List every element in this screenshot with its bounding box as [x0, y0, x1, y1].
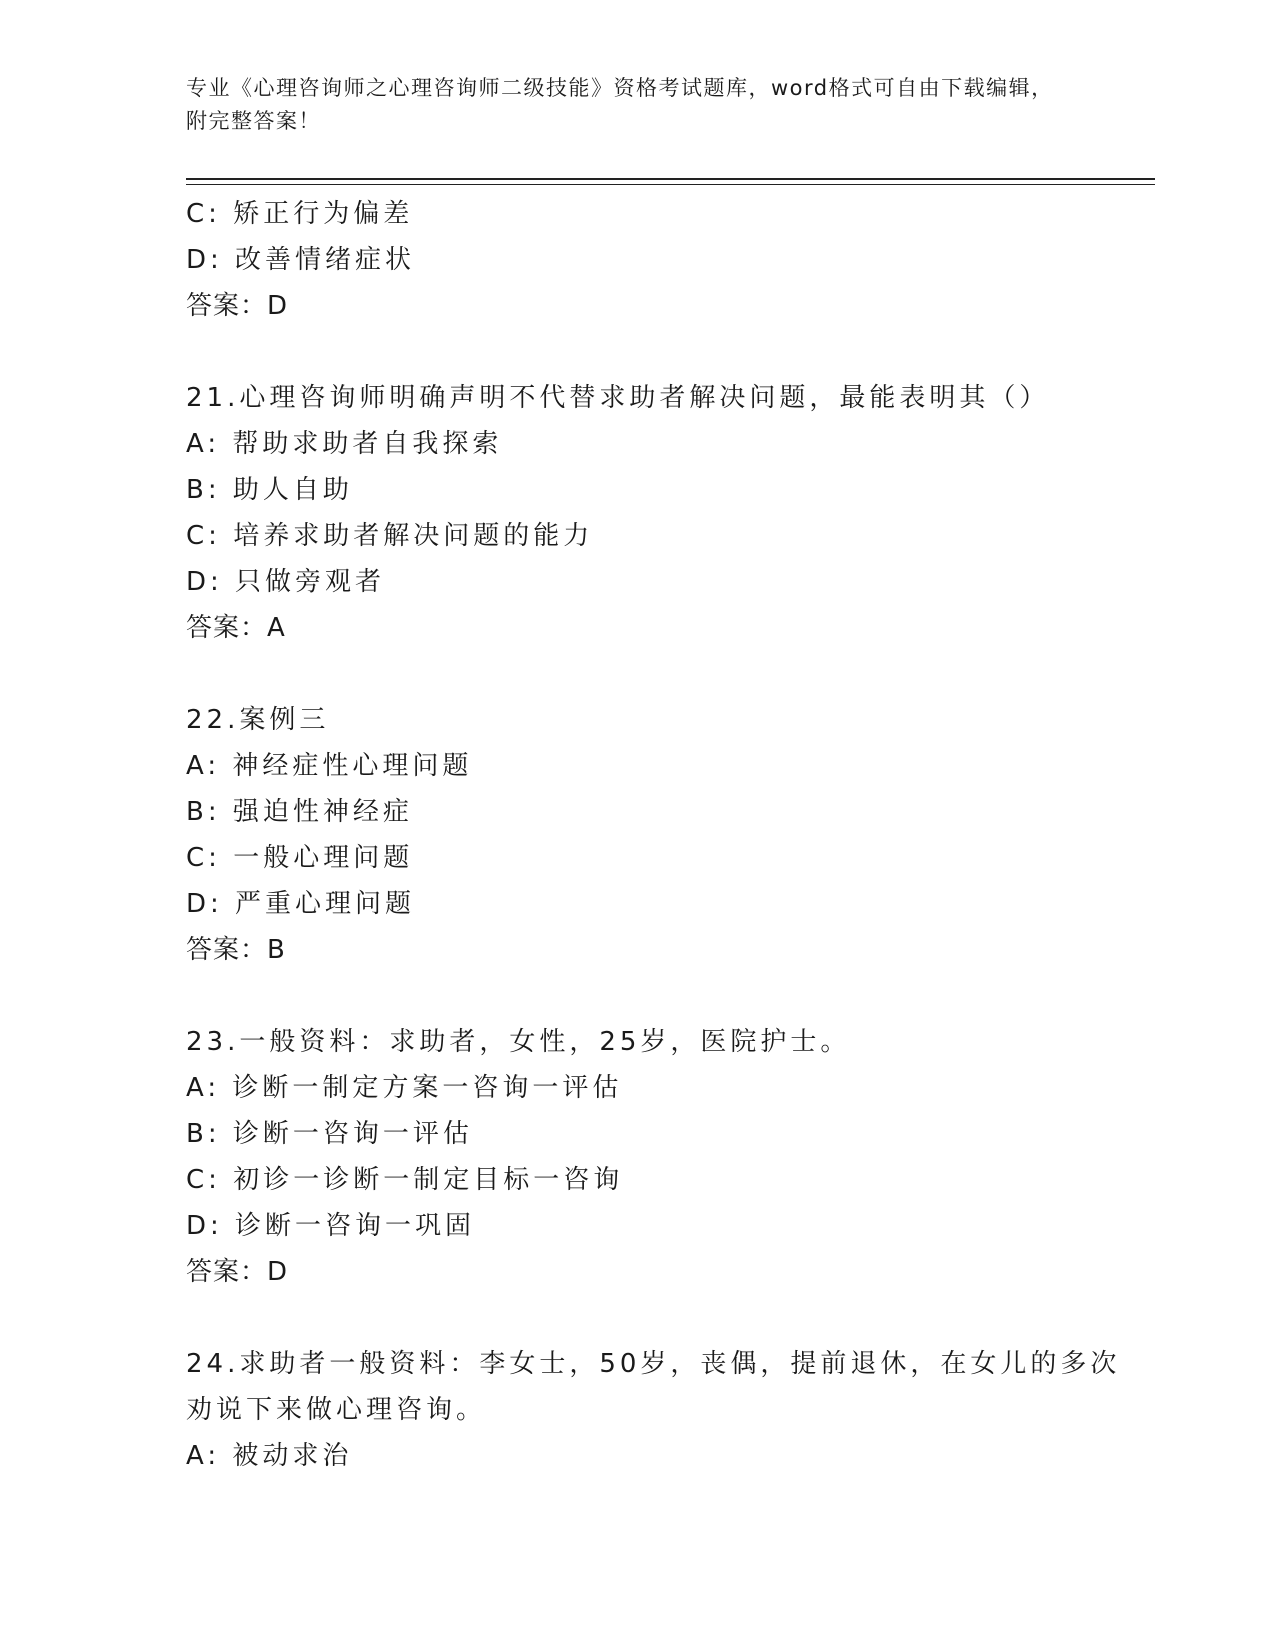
option-label: D: [186, 567, 223, 597]
answer-line: 答案：D [186, 291, 289, 321]
option-text: 改善情绪症状 [235, 245, 416, 275]
option-label: D: [186, 245, 223, 275]
question-title: 23.一般资料：求助者，女性，25岁，医院护士。 [186, 1027, 851, 1057]
option-text: 强迫性神经症 [232, 797, 413, 827]
answer-line: 答案：D [186, 1257, 289, 1287]
option-label: C: [186, 199, 221, 229]
option-label: C: [186, 521, 221, 551]
option-line [186, 191, 1086, 237]
question-title: 24.求助者一般资料：李女士，50岁，丧偶，提前退休，在女儿的多次 [186, 1349, 1121, 1379]
option-line [186, 1203, 1086, 1249]
document-header: 专业《心理咨询师之心理咨询师二级技能》资格考试题库，word格式可自由下载编辑，附完整答案！ [186, 76, 1054, 133]
option-line [186, 743, 1086, 789]
option-label: A: [186, 751, 221, 781]
option-text: 诊断一制定方案一咨询一评估 [232, 1073, 623, 1103]
question-title-continued: 劝说下来做心理咨询。 [186, 1395, 487, 1425]
option-label: D: [186, 889, 223, 919]
option-label: A: [186, 429, 221, 459]
option-line [186, 1433, 1086, 1479]
option-text: 助人自助 [232, 475, 353, 505]
option-line [186, 789, 1086, 835]
question-content [186, 191, 1121, 1479]
option-label: A: [186, 1441, 221, 1471]
option-text: 初诊一诊断一制定目标一咨询 [233, 1165, 624, 1195]
option-text: 被动求治 [232, 1441, 353, 1471]
option-text: 神经症性心理问题 [232, 751, 473, 781]
question-title: 22.案例三 [186, 705, 330, 735]
option-text: 一般心理问题 [233, 843, 414, 873]
option-label: C: [186, 843, 221, 873]
option-label: B: [186, 797, 221, 827]
option-line [186, 421, 1086, 467]
option-line [186, 1157, 1086, 1203]
option-text: 诊断一咨询一评估 [232, 1119, 473, 1149]
option-text: 只做旁观者 [235, 567, 386, 597]
option-line [186, 835, 1086, 881]
option-line [186, 881, 1086, 927]
header-rule-thick [186, 178, 1155, 180]
answer-line: 答案：B [186, 935, 286, 965]
option-text: 矫正行为偏差 [233, 199, 414, 229]
question-title: 21.心理咨询师明确声明不代替求助者解决问题，最能表明其（） [186, 383, 1050, 413]
option-text: 培养求助者解决问题的能力 [233, 521, 594, 551]
answer-line: 答案：A [186, 613, 286, 643]
option-line [186, 513, 1086, 559]
option-line [186, 467, 1086, 513]
option-text: 帮助求助者自我探索 [232, 429, 503, 459]
option-label: C: [186, 1165, 221, 1195]
header-rule-thin [186, 184, 1155, 185]
option-line [186, 237, 1086, 283]
option-label: B: [186, 1119, 221, 1149]
option-line [186, 1065, 1086, 1111]
option-text: 诊断一咨询一巩固 [235, 1211, 476, 1241]
option-label: B: [186, 475, 221, 505]
option-line [186, 1111, 1086, 1157]
option-label: D: [186, 1211, 223, 1241]
option-line [186, 559, 1086, 605]
option-text: 严重心理问题 [235, 889, 416, 919]
option-label: A: [186, 1073, 221, 1103]
